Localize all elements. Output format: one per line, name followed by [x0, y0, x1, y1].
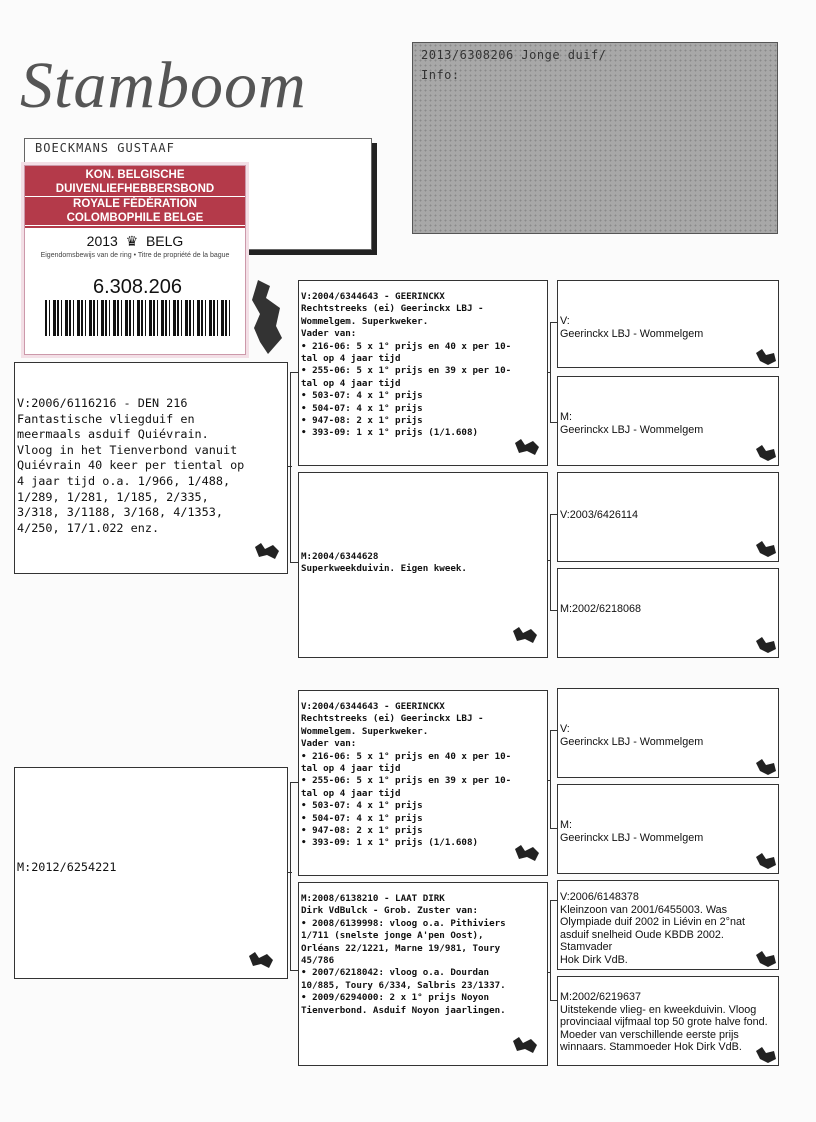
connector-line: [550, 730, 551, 828]
connector-line: [290, 782, 291, 970]
belgium-map-icon: [752, 633, 780, 655]
granddam-maternal-box: [298, 882, 548, 1066]
ggd-4-box: [557, 976, 779, 1066]
ring-certificate: [24, 165, 246, 355]
connector-line: [550, 322, 557, 323]
ring-ownership: Eigendomsbewijs van de ring • Titre de propriété de la bague: [40, 252, 230, 259]
connector-line: [550, 900, 551, 1000]
barcode-icon: [45, 300, 230, 336]
granddam-maternal-text: M:2008/6138210 - LAAT DIRK Dirk VdBulck - Grob. Zuster van: • 2008/6139998: vloog o.a. Pithiviers 1/711 (snelste jonge A'pen Oost), Orléans 22/1221, Marne 19/981, Toury 45/786 • 2007/6218042: vloog o.a. Dourdan 10/885, Toury 6/334, Salbris 23/1337. • 2009/6294000: 2 x 1° prijs Noyon Tienverbond. Asduif Noyon jaarlingen.: [301, 893, 506, 1016]
connector-line: [548, 972, 551, 973]
grandsire-maternal-text: V:2004/6344643 - GEERINCKX Rechtstreeks (ei) Geerinckx LBJ - Wommelgem. Superkweker. Vader van: • 216-06: 5 x 1° prijs en 40 x per 10- tal op 4 jaar tijd • 255-06: 5 x 1° prijs en 39 x per 10- tal op 4 jaar tijd • 503-07: 4 x 1° prijs • 504-07: 4 x 1° prijs • 947-08: 2 x 1° prijs • 393-09: 1 x 1° prijs (1/1.608): [301, 701, 512, 849]
belgium-map-icon: [253, 539, 281, 561]
belgium-map-icon: [752, 1043, 780, 1065]
connector-line: [550, 422, 557, 423]
ring-header-line1: KON. BELGISCHE DUIVENLIEFHEBBERSBOND: [25, 168, 245, 197]
ggs-1-text: V: Geerinckx LBJ - Wommelgem: [560, 315, 704, 340]
connector-line: [290, 372, 298, 373]
ggd-2-text: M:2002/6218068: [560, 603, 642, 615]
belgium-map-icon: [752, 345, 780, 367]
ggs-2-box: [557, 472, 779, 562]
belgium-map-icon: [752, 755, 780, 777]
page-title: Stamboom: [20, 49, 307, 122]
belgium-map-icon: [752, 441, 780, 463]
ggs-3-text: V: Geerinckx LBJ - Wommelgem: [560, 723, 704, 748]
ring-country: BELG: [145, 233, 184, 249]
connector-line: [550, 730, 557, 731]
belgium-map-icon: [752, 849, 780, 871]
ggd-4-text: M:2002/6219637 Uitstekende vlieg- en kweekduivin. Vloog provinciaal vijfmaal top 50 grote halve fond. Moeder van verschillende eerste prijs winnaars. Stammoeder Hok Dirk VdB.: [560, 991, 768, 1054]
ggd-3-text: M: Geerinckx LBJ - Wommelgem: [560, 819, 704, 844]
connector-line: [548, 372, 551, 373]
connector-line: [550, 514, 551, 610]
connector-line: [550, 514, 557, 515]
ggd-2-box: [557, 568, 779, 658]
ggs-4-box: [557, 880, 779, 970]
connector-line: [548, 560, 551, 561]
connector-line: [550, 900, 557, 901]
info-box: [412, 42, 778, 234]
ggd-3-box: [557, 784, 779, 874]
connector-line: [290, 782, 298, 783]
ring-year: 2013: [86, 233, 118, 249]
owner-name: BOECKMANS GUSTAAF: [35, 141, 175, 155]
belgium-map-icon: [752, 947, 780, 969]
info-header: 2013/6308206 Jonge duif/: [421, 48, 607, 62]
connector-line: [550, 610, 557, 611]
grandsire-maternal-box: [298, 690, 548, 876]
dam-text: M:2012/6254221: [17, 860, 117, 874]
ggd-1-box: [557, 376, 779, 466]
ring-year-row: [25, 233, 245, 250]
belgium-map-icon: [511, 1033, 539, 1055]
connector-line: [290, 562, 298, 563]
belgium-map-icon: [247, 948, 275, 970]
ring-header: [25, 166, 245, 228]
belgium-map-icon: [752, 537, 780, 559]
sire-box: [14, 362, 288, 574]
belgium-map-icon: [513, 841, 541, 863]
belgium-map-icon: [250, 278, 284, 356]
connector-line: [288, 872, 292, 873]
connector-line: [550, 1000, 557, 1001]
connector-line: [550, 828, 557, 829]
info-label: Info:: [421, 68, 460, 82]
ggs-2-text: V:2003/6426114: [560, 509, 639, 521]
connector-line: [288, 466, 292, 467]
ggd-1-text: M: Geerinckx LBJ - Wommelgem: [560, 411, 704, 436]
connector-line: [290, 372, 291, 562]
ggs-1-box: [557, 280, 779, 368]
sire-text: V:2006/6116216 - DEN 216 Fantastische vliegduif en meermaals asduif Quiévrain. Vloog in het Tienverbond vanuit Quiévrain 40 keer per tiental op 4 jaar tijd o.a. 1/966, 1/488, 1/289, 1/281, 1/185, 2/335, 3/318, 3/1188, 3/168, 4/1353, 4/250, 17/1.022 enz.: [17, 396, 245, 535]
connector-line: [548, 780, 551, 781]
crown-icon: ♛: [121, 233, 143, 249]
ggs-3-box: [557, 688, 779, 778]
granddam-paternal-box: [298, 472, 548, 658]
belgium-map-icon: [513, 435, 541, 457]
belgium-map-icon: [511, 623, 539, 645]
ggs-4-text: V:2006/6148378 Kleinzoon van 2001/6455003. Was Olympiade duif 2002 in Liévin en 2°nat asduif snelheid Oude KBDB 2002. Stamvader Hok Dirk VdB.: [560, 891, 745, 966]
ring-header-line2: ROYALE FÉDÉRATION COLOMBOPHILE BELGE: [25, 197, 245, 226]
grandsire-paternal-box: [298, 280, 548, 466]
grandsire-paternal-text: V:2004/6344643 - GEERINCKX Rechtstreeks (ei) Geerinckx LBJ - Wommelgem. Superkweker. Vader van: • 216-06: 5 x 1° prijs en 40 x per 10- tal op 4 jaar tijd • 255-06: 5 x 1° prijs en 39 x per 10- tal op 4 jaar tijd • 503-07: 4 x 1° prijs • 504-07: 4 x 1° prijs • 947-08: 2 x 1° prijs • 393-09: 1 x 1° prijs (1/1.608): [301, 291, 512, 439]
connector-line: [290, 970, 298, 971]
ring-number: 6.308.206: [93, 276, 182, 298]
dam-box: [14, 767, 288, 979]
granddam-paternal-text: M:2004/6344628 Superkweekduivin. Eigen kweek.: [301, 551, 467, 575]
